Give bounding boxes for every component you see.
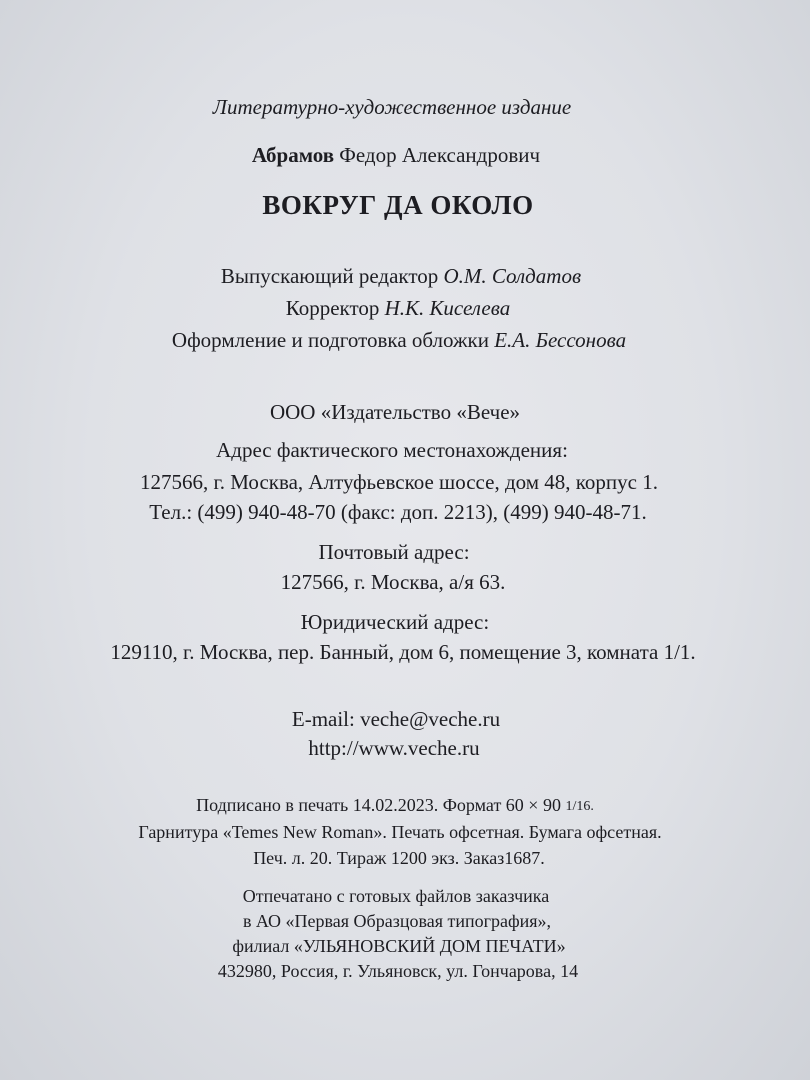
author-given-names: Федор Александрович [339, 143, 541, 167]
postal-label: Почтовый адрес: [318, 540, 470, 564]
author-surname: Абрамов [251, 143, 335, 167]
author-line [0, 145, 801, 166]
staff-designer [0, 330, 804, 351]
staff-editor-name: О.М. Солдатов [443, 264, 582, 288]
publisher-website[interactable]: http://www.veche.ru [308, 736, 480, 760]
format-fraction: 1/16. [565, 799, 594, 814]
print-info-typeface: Гарнитура «Temes New Roman». Печать офсетная. Бумага офсетная. [138, 822, 662, 842]
legal-address: 129110, г. Москва, пер. Банный, дом 6, помещение 3, комната 1/1. [110, 640, 696, 664]
publisher-phones: Тел.: (499) 940-48-70 (факс: доп. 2213), (499) 940-48-71. [149, 500, 647, 524]
postal-address: 127566, г. Москва, а/я 63. [280, 570, 506, 594]
staff-designer-name: Е.А. Бессонова [494, 328, 627, 352]
print-info-run: Печ. л. 20. Тираж 1200 экз. Заказ1687. [253, 848, 545, 868]
staff-corrector-role: Корректор [285, 296, 380, 320]
legal-label: Юридический адрес: [300, 610, 490, 634]
publisher-name: ООО «Издательство «Вече» [269, 400, 521, 424]
staff-corrector [0, 298, 803, 319]
book-title: ВОКРУГ ДА ОКОЛО [262, 190, 534, 220]
actual-address: 127566, г. Москва, Алтуфьевское шоссе, дом 48, корпус 1. [140, 470, 658, 494]
printer-line-4: 432980, Россия, г. Ульяновск, ул. Гончарова, 14 [217, 961, 579, 981]
printer-line-2: в АО «Первая Образцовая типография», [242, 911, 552, 931]
staff-designer-role: Оформление и подготовка обложки [171, 328, 489, 352]
staff-editor [0, 266, 806, 287]
edition-type: Литературно-художественное издание [212, 95, 572, 119]
print-info-signed [0, 796, 800, 814]
staff-corrector-name: Н.К. Киселева [384, 296, 511, 320]
publisher-email[interactable]: E-mail: veche@veche.ru [291, 707, 501, 731]
actual-address-label: Адрес фактического местонахождения: [216, 438, 568, 462]
printer-line-1: Отпечатано с готовых файлов заказчика [242, 886, 550, 906]
staff-editor-role: Выпускающий редактор [220, 264, 439, 288]
print-info-signed-text: Подписано в печать 14.02.2023. Формат 60 × 90 [196, 795, 566, 815]
printer-line-3: филиал «УЛЬЯНОВСКИЙ ДОМ ПЕЧАТИ» [232, 936, 566, 956]
